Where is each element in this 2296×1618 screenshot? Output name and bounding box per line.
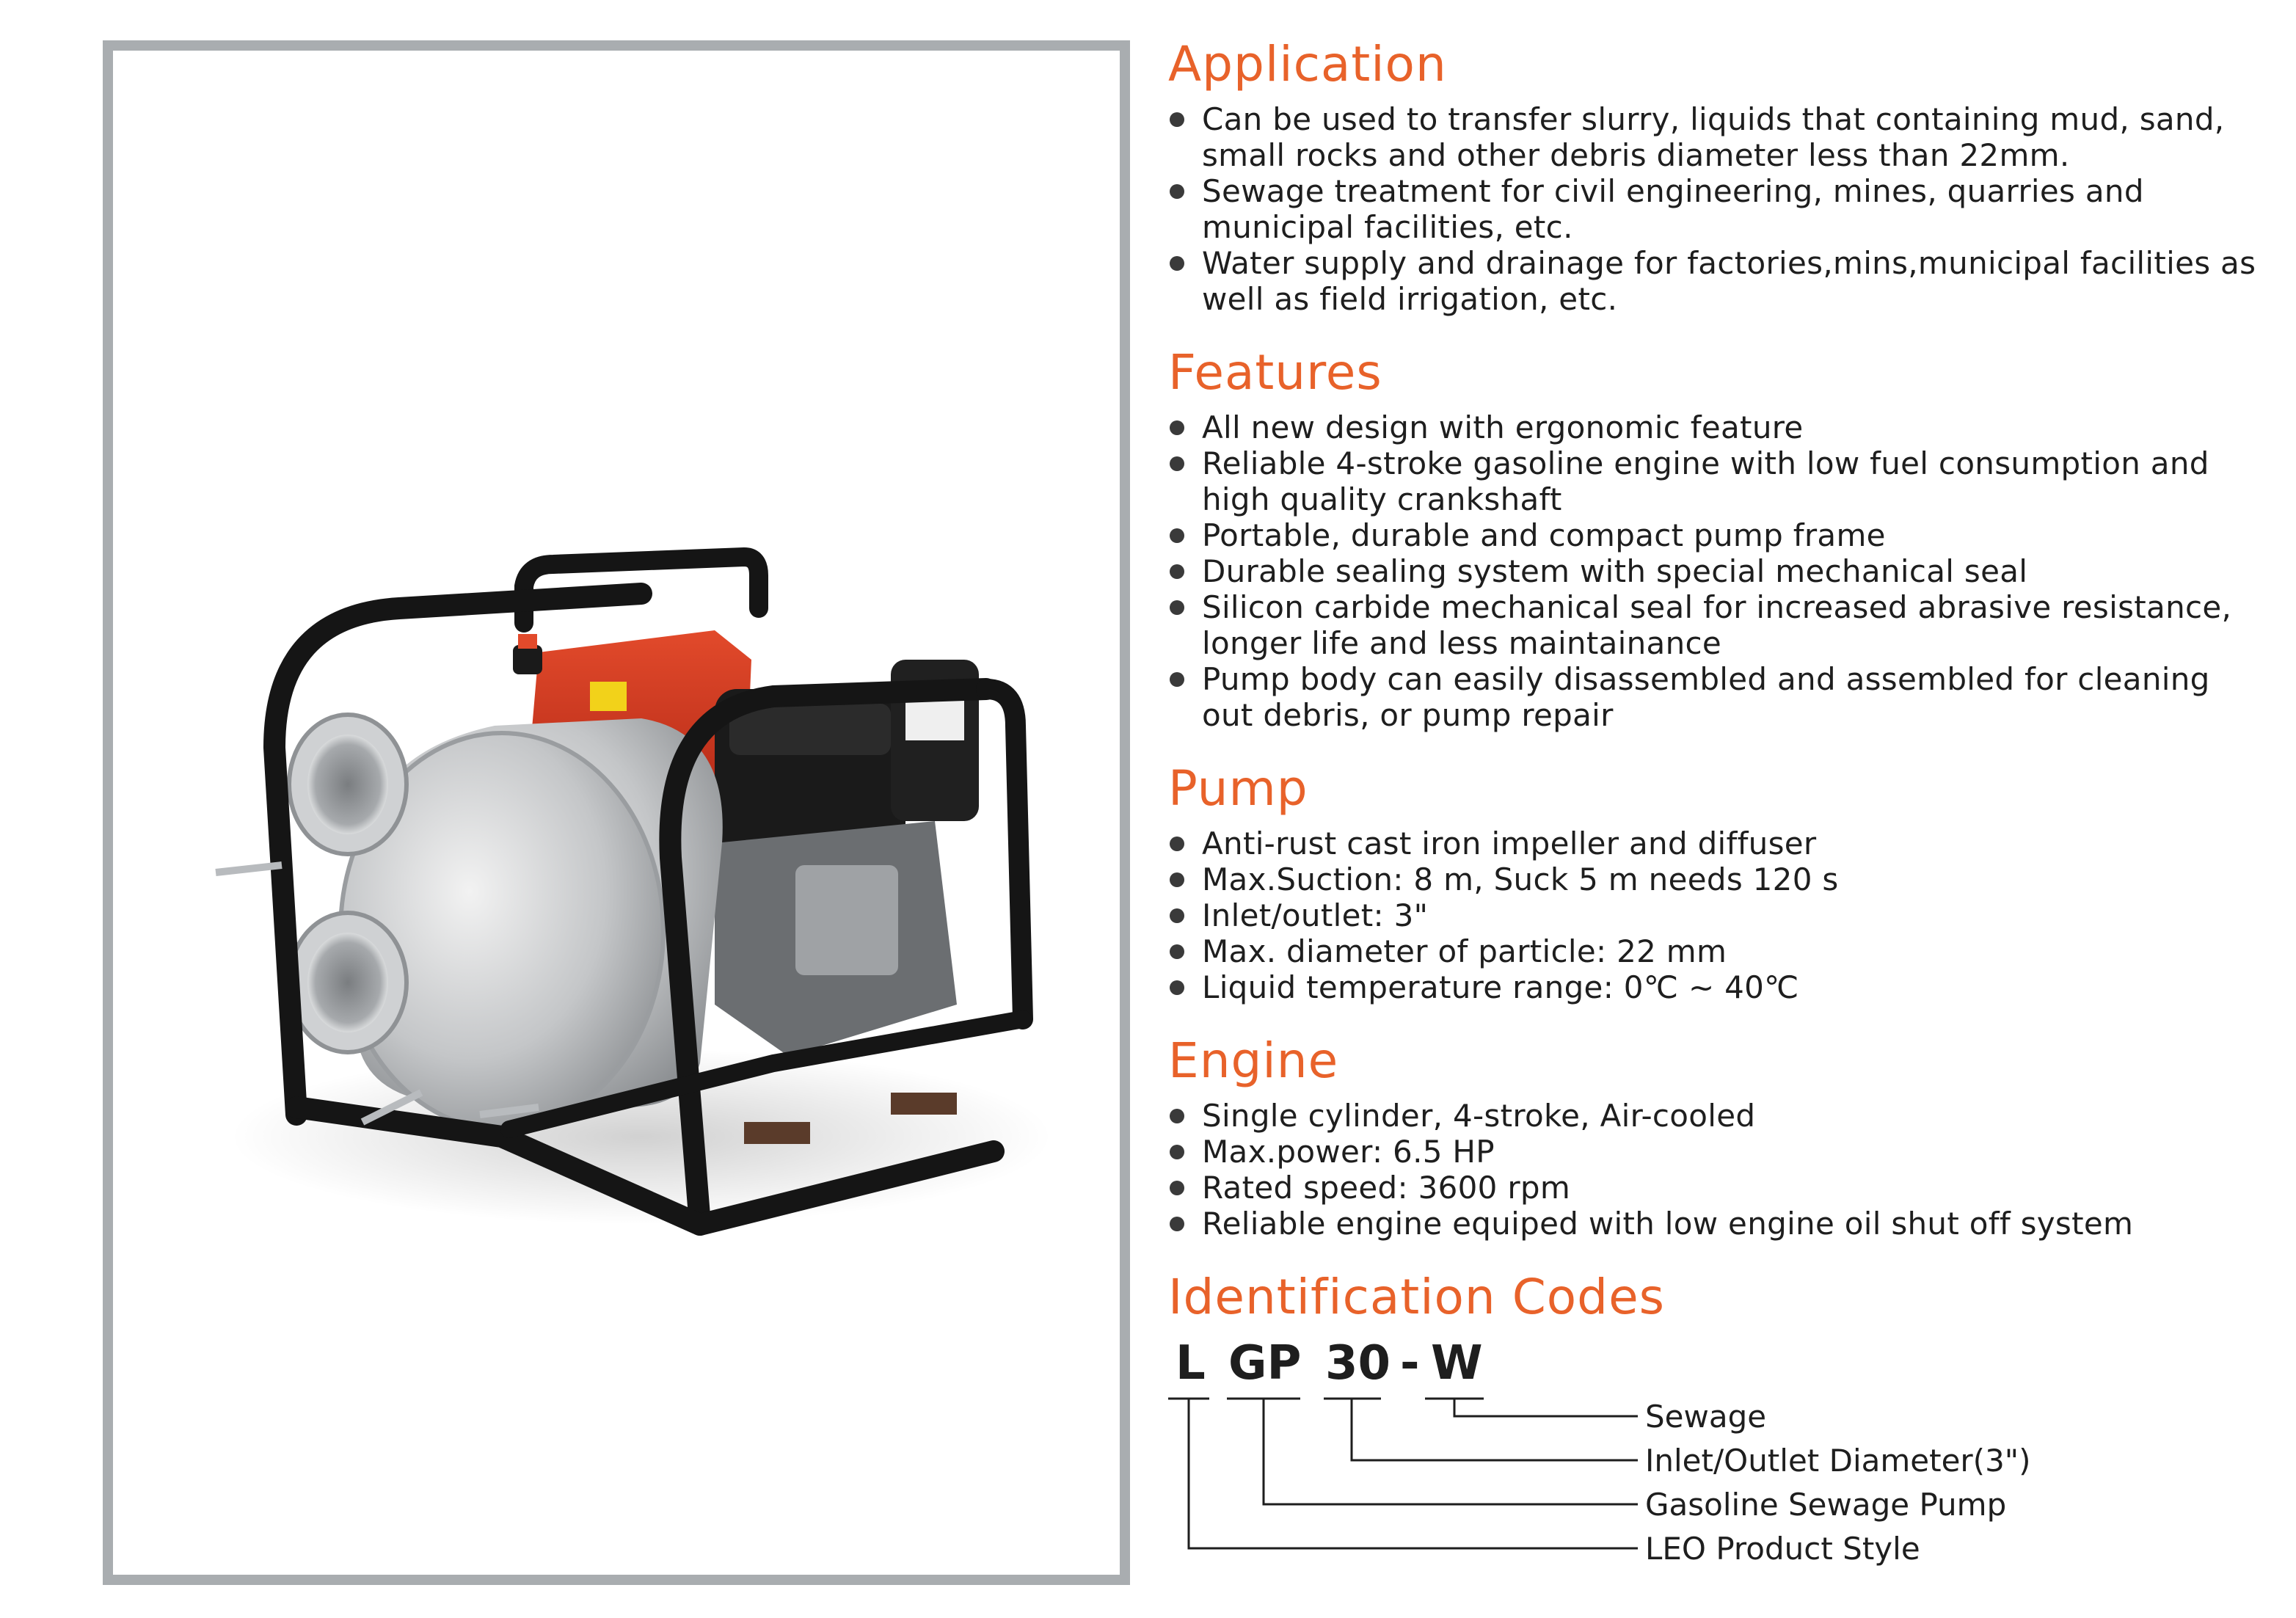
list-item: Max. diameter of particle: 22 mm: [1168, 933, 2269, 969]
list-item: Single cylinder, 4-stroke, Air-cooled: [1168, 1098, 2269, 1134]
code-label-diameter: Inlet/Outlet Diameter(3"): [1645, 1443, 2031, 1479]
code-part-dash: -: [1400, 1336, 1420, 1391]
code-label-sewage: Sewage: [1645, 1399, 1767, 1435]
section-features: [1168, 336, 2269, 733]
section-title: Pump: [1168, 760, 1308, 817]
bullet-list: [1168, 1098, 2269, 1242]
list-item: All new design with ergonomic feature: [1168, 409, 2269, 445]
list-item: Rated speed: 3600 rpm: [1168, 1170, 2269, 1206]
list-item: Portable, durable and compact pump frame: [1168, 517, 2269, 553]
code-part-number: 30: [1325, 1336, 1391, 1391]
code-label-style: LEO Product Style: [1645, 1531, 1920, 1567]
list-item: Anti-rust cast iron impeller and diffuser: [1168, 826, 2269, 861]
bullet-list: [1168, 409, 2269, 733]
list-item: Silicon carbide mechanical seal for increased abrasive resistance, longer life and less maintainance: [1168, 589, 2269, 661]
list-item: Max.power: 6.5 HP: [1168, 1134, 2269, 1170]
list-item: Liquid temperature range: 0℃ ~ 40℃: [1168, 969, 2269, 1005]
product-image-frame: [103, 40, 1130, 1585]
list-item: Inlet/outlet: 3": [1168, 897, 2269, 933]
list-item: Max.Suction: 8 m, Suck 5 m needs 120 s: [1168, 861, 2269, 897]
section-title: Engine: [1168, 1032, 1339, 1089]
identification-code-diagram: [1168, 1334, 2269, 1576]
section-pump: [1168, 752, 2269, 1005]
bullet-list: [1168, 101, 2269, 317]
section-engine: [1168, 1024, 2269, 1242]
section-title: Identification Codes: [1168, 1269, 1666, 1325]
list-item: Water supply and drainage for factories,mins,municipal facilities as well as field irrigation, etc.: [1168, 245, 2269, 317]
spec-content: [1168, 28, 2269, 1576]
code-label-gasoline: Gasoline Sewage Pump: [1645, 1487, 2007, 1523]
section-application: [1168, 28, 2269, 317]
code-part-l: L: [1176, 1336, 1206, 1391]
list-item: Can be used to transfer slurry, liquids that containing mud, sand, small rocks and other debris diameter less than 22mm.: [1168, 101, 2269, 173]
section-title: Features: [1168, 344, 1382, 401]
section-title: Application: [1168, 36, 1447, 92]
sewage-pump-photo: [113, 51, 1120, 1575]
bullet-list: [1168, 826, 2269, 1005]
list-item: Reliable engine equiped with low engine oil shut off system: [1168, 1206, 2269, 1242]
code-part-w: W: [1431, 1336, 1483, 1391]
list-item: Durable sealing system with special mechanical seal: [1168, 553, 2269, 589]
code-part-gp: GP: [1228, 1336, 1302, 1391]
list-item: Pump body can easily disassembled and assembled for cleaning out debris, or pump repair: [1168, 661, 2269, 733]
section-identification-codes: [1168, 1261, 2269, 1576]
list-item: Reliable 4-stroke gasoline engine with low fuel consumption and high quality crankshaft: [1168, 445, 2269, 517]
list-item: Sewage treatment for civil engineering, mines, quarries and municipal facilities, etc.: [1168, 173, 2269, 245]
